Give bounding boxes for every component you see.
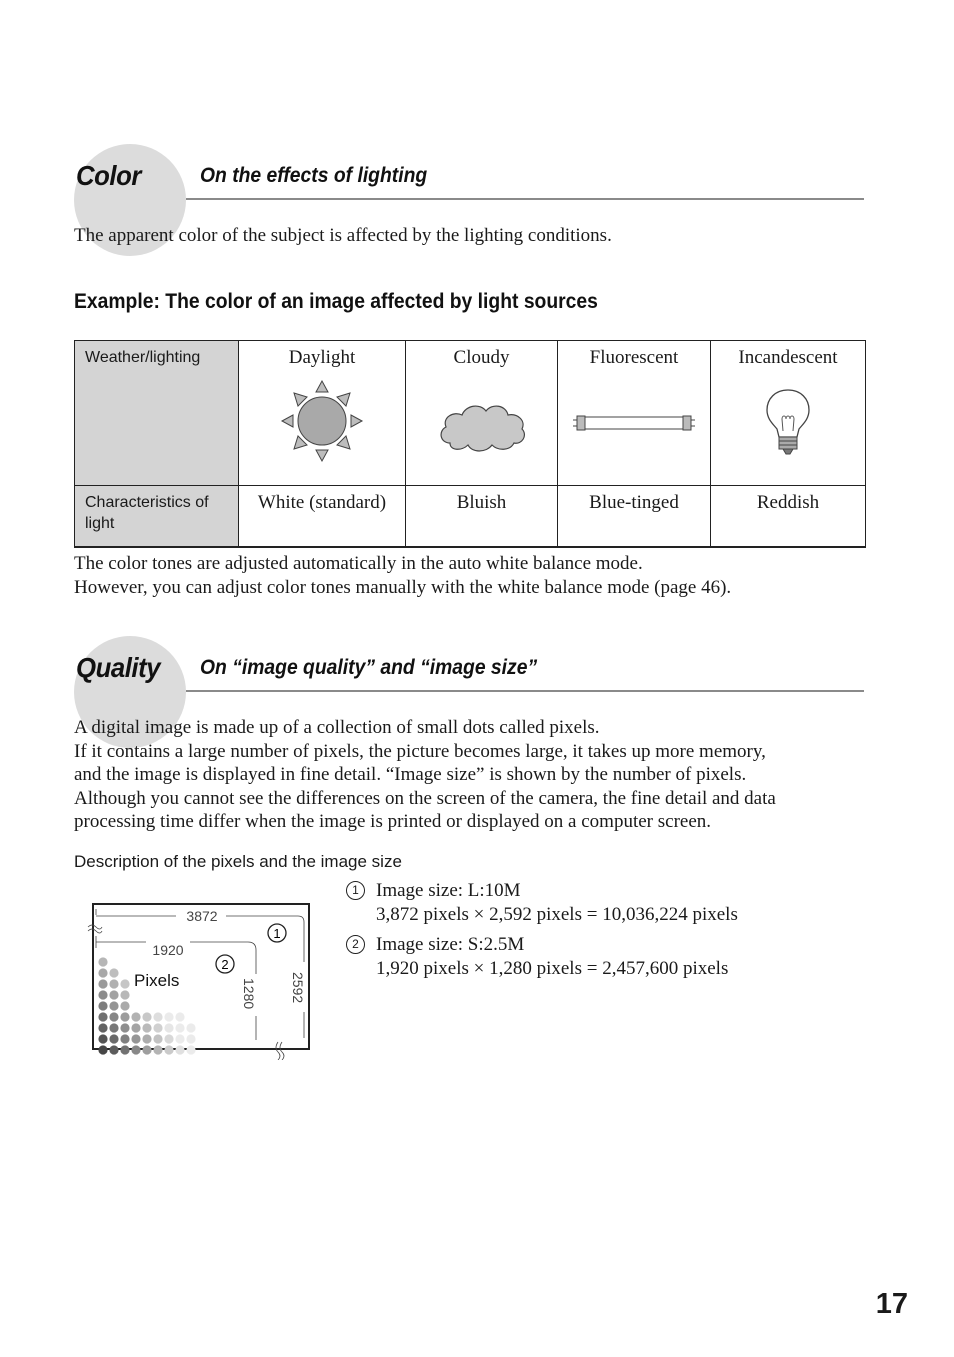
pixel-dot — [98, 1001, 107, 1010]
col-incandescent — [711, 341, 866, 486]
pixel-dot — [98, 968, 107, 977]
pixel-dot — [142, 1012, 151, 1021]
characteristic-cell — [406, 486, 558, 548]
pixel-dot — [120, 1001, 129, 1010]
color-intro: The apparent color of the subject is affected by the lighting conditions. — [74, 225, 612, 246]
section-tag-color: Color — [76, 160, 141, 191]
pixel-dot — [131, 1034, 140, 1043]
characteristic-text: Bluish — [456, 492, 507, 513]
pixel-dot — [186, 1023, 195, 1032]
pixel-dot — [98, 1034, 107, 1043]
pixels-title: Description of the pixels and the image size — [74, 852, 402, 871]
pixel-dot — [120, 1012, 129, 1021]
row-header-weather: Weather/lighting — [75, 341, 239, 486]
pixel-dot — [186, 1034, 195, 1043]
pixel-dot — [142, 1034, 151, 1043]
note-number: 2 — [346, 935, 365, 954]
pixel-dot — [164, 1045, 173, 1054]
white-balance-text — [74, 552, 864, 599]
small-width-label: 1920 — [152, 942, 184, 958]
pixel-dot — [98, 1012, 107, 1021]
pixel-dot — [131, 1045, 140, 1054]
pixel-dot — [175, 1034, 184, 1043]
note-number: 1 — [346, 881, 365, 900]
light-bulb-icon — [763, 387, 813, 457]
section-rule — [186, 690, 864, 692]
pixel-dot — [153, 1023, 162, 1032]
row-header-characteristics: Characteristics of light — [75, 486, 239, 548]
pixel-dot — [175, 1012, 184, 1021]
wb-line: The color tones are adjusted automatically in the auto white balance mode. — [74, 553, 643, 574]
pixel-dot — [175, 1045, 184, 1054]
pixel-dot — [98, 979, 107, 988]
pixel-dot — [164, 1023, 173, 1032]
pixel-dot — [120, 979, 129, 988]
large-width-label: 3872 — [186, 908, 218, 924]
pixel-dot — [120, 990, 129, 999]
sun-icon — [280, 379, 364, 463]
fluorescent-tube-icon — [571, 411, 697, 435]
characteristic-text: White (standard) — [257, 492, 387, 513]
pixel-dot — [98, 990, 107, 999]
col-label: Fluorescent — [589, 347, 679, 368]
lighting-table — [74, 340, 866, 548]
note-1 — [346, 879, 738, 926]
col-label: Incandescent — [738, 347, 838, 368]
pixel-dot — [142, 1045, 151, 1054]
pixel-dot — [109, 968, 118, 977]
pixel-dot — [153, 1034, 162, 1043]
quality-paragraph — [74, 716, 864, 834]
pixel-dot — [109, 979, 118, 988]
pixel-dot — [175, 1023, 184, 1032]
pixel-dot — [109, 1034, 118, 1043]
note-detail: 1,920 pixels × 1,280 pixels = 2,457,600 pixels — [376, 957, 729, 979]
cloud-icon — [436, 399, 528, 455]
pixel-dot — [109, 1012, 118, 1021]
note-detail: 3,872 pixels × 2,592 pixels = 10,036,224 pixels — [376, 903, 738, 925]
pixel-dot — [98, 1023, 107, 1032]
col-fluorescent — [558, 341, 711, 486]
pixel-dot — [164, 1012, 173, 1021]
pixel-dot — [109, 990, 118, 999]
pixel-dot — [98, 957, 107, 966]
col-daylight — [239, 341, 406, 486]
pixels-label: Pixels — [134, 971, 180, 990]
section-tag-quality: Quality — [76, 652, 161, 683]
pixel-dot — [142, 1023, 151, 1032]
characteristic-cell — [558, 486, 711, 548]
pixel-dot — [131, 1023, 140, 1032]
para-line: Although you cannot see the differences on the screen of the camera, the fine detail and data — [74, 787, 776, 809]
section-rule — [186, 198, 864, 200]
pixel-dot — [131, 1012, 140, 1021]
characteristic-cell — [711, 486, 866, 548]
section-subtitle: On the effects of lighting — [200, 164, 428, 187]
pixel-dot — [153, 1045, 162, 1054]
page-number: 17 — [875, 1288, 908, 1320]
col-label: Cloudy — [453, 347, 510, 368]
characteristic-cell — [239, 486, 406, 548]
pixel-dot — [98, 1045, 107, 1054]
characteristic-text: Reddish — [756, 492, 820, 513]
marker-1: 1 — [273, 926, 281, 941]
marker-2: 2 — [221, 957, 229, 972]
pixel-dot — [120, 1045, 129, 1054]
pixel-dot — [186, 1045, 195, 1054]
note-2 — [346, 933, 728, 980]
para-line: A digital image is made up of a collection of small dots called pixels. — [74, 717, 600, 738]
wb-line: However, you can adjust color tones manually with the white balance mode (page 46). — [74, 576, 732, 598]
pixel-dot — [153, 1012, 162, 1021]
pixel-dot — [120, 1034, 129, 1043]
pixel-size-diagram — [84, 900, 319, 1060]
pixel-dot — [164, 1034, 173, 1043]
para-line: and the image is displayed in fine detail. “Image size” is shown by the number of pixels. — [74, 764, 747, 785]
pixel-dot — [109, 1023, 118, 1032]
section-subtitle: On “image quality” and “image size” — [200, 656, 538, 679]
characteristic-text: Blue-tinged — [589, 492, 679, 513]
pixel-dot — [120, 1023, 129, 1032]
example-heading: Example: The color of an image affected by light sources — [74, 290, 598, 313]
large-height-label: 2592 — [290, 972, 306, 1004]
note-title: Image size: S:2.5M — [376, 934, 525, 955]
col-cloudy — [406, 341, 558, 486]
small-height-label: 1280 — [241, 978, 257, 1010]
col-label: Daylight — [288, 347, 356, 368]
para-line: processing time differ when the image is printed or displayed on a computer screen. — [74, 811, 712, 832]
pixel-dot — [109, 1001, 118, 1010]
note-title: Image size: L:10M — [376, 880, 521, 901]
para-line: If it contains a large number of pixels, the picture becomes large, it takes up more memory, — [74, 740, 766, 762]
pixel-dot — [109, 1045, 118, 1054]
